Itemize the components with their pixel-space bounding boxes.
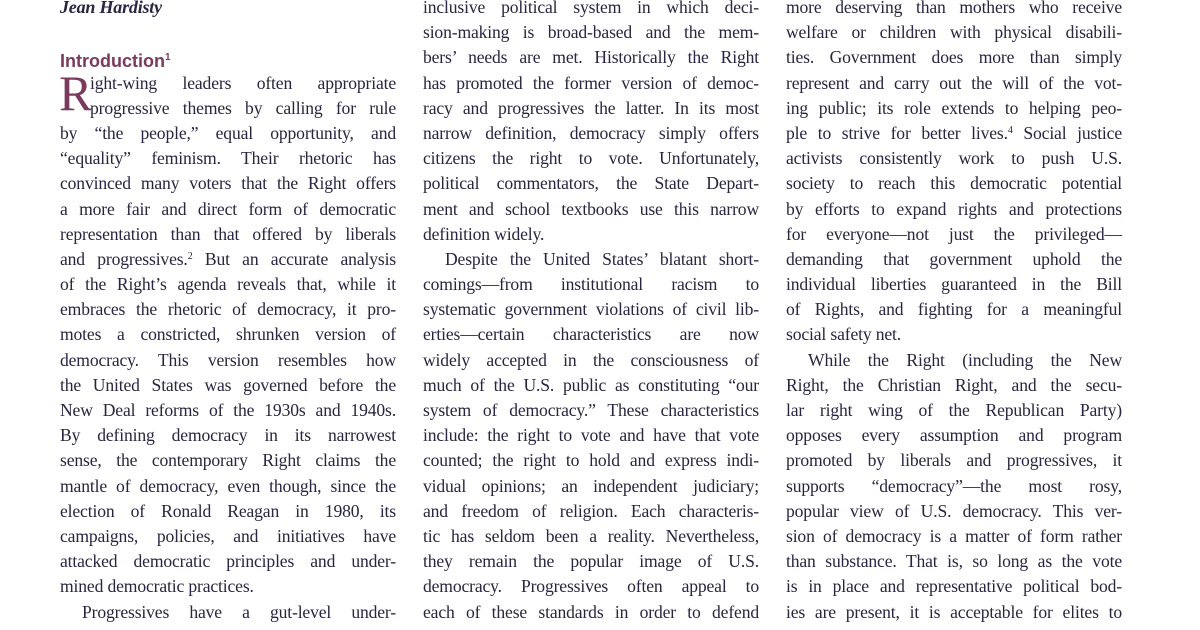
text-line: sion-making is broad-based and the mem- xyxy=(423,22,759,43)
text-line: promoted by liberals and progressives, it xyxy=(786,450,1122,471)
text-line: individual liberties guaranteed in the Bill xyxy=(786,274,1122,295)
text-line: comings—from institutional racism to xyxy=(423,274,759,295)
text-line: lar right wing of the Republican Party) xyxy=(786,400,1122,420)
text-line: than substance. That is, so long as the vote xyxy=(786,551,1122,572)
text-line: by efforts to expand rights and protections xyxy=(786,198,1122,219)
text-line: By defining democracy in its narrowest xyxy=(60,425,396,446)
column-3 xyxy=(786,0,1122,625)
text-line: sense, the contemporary Right claims the xyxy=(60,450,396,471)
text-line: counted; the right to hold and express indi- xyxy=(423,450,759,471)
text-line: inclusive political system in which deci- xyxy=(423,0,759,17)
text-line: has promoted the former version of democ- xyxy=(423,72,759,93)
text-line: more deserving than mothers who receive xyxy=(786,0,1122,17)
text-line: racy and progressives the latter. In its most xyxy=(423,97,759,118)
text-line: much of the U.S. public as constituting “our xyxy=(423,374,759,395)
text-line: society to reach this democratic potential xyxy=(786,173,1122,194)
text-line: representation than that offered by liberals xyxy=(60,223,396,244)
text-line: opposes every assumption and program xyxy=(786,425,1122,446)
footnote-marker: 2 xyxy=(187,250,193,262)
column-2 xyxy=(423,0,759,625)
text-line: convinced many voters that the Right offers xyxy=(60,173,396,194)
text-line: ple to strive for better lives.$^4$ Social justice xyxy=(786,122,1122,143)
text-line: citizens the right to vote. Unfortunately, xyxy=(423,148,759,169)
text-line: democracy. This version resembles how xyxy=(60,349,396,370)
text-line: erties—certain characteristics are now xyxy=(423,324,759,345)
text-line: political commentators, the State Depart- xyxy=(423,173,759,194)
text-line: demanding that government uphold the xyxy=(786,248,1122,269)
text-line: progressive themes by calling for rule xyxy=(90,97,396,118)
text-line: vidual opinions; an independent judiciary; xyxy=(423,475,759,496)
text-line: bers’ needs are met. Historically the Right xyxy=(423,47,759,68)
text-line: mantle of democracy, even though, since the xyxy=(60,475,396,496)
text-line: campaigns, policies, and initiatives have xyxy=(60,525,396,546)
text-line: represent and carry out the will of the vot- xyxy=(786,72,1122,93)
drop-cap: R xyxy=(59,64,93,121)
text-line: Right, the Christian Right, and the secu- xyxy=(786,374,1122,395)
text-line: system of democracy.” These characteristics xyxy=(423,400,759,420)
text-line: the United States was governed before the xyxy=(60,374,396,395)
text-line: welfare or children with physical disabili- xyxy=(786,22,1122,43)
text-line: include: the right to vote and have that vote xyxy=(423,425,759,446)
text-line: each of these standards in order to defend xyxy=(423,601,759,622)
text-line: “equality” feminism. Their rhetoric has xyxy=(60,148,396,169)
text-line: definition widely. xyxy=(423,223,545,244)
text-line: While the Right (including the New xyxy=(808,349,1122,370)
text-line: widely accepted in the consciousness of xyxy=(423,349,759,370)
text-line: embraces the rhetoric of democracy, it pro- xyxy=(60,299,396,320)
column-1 xyxy=(60,0,396,625)
text-line: systematic government violations of civil lib- xyxy=(423,299,759,320)
text-line: mined democratic practices. xyxy=(60,576,254,597)
text-line: New Deal reforms of the 1930s and 1940s. xyxy=(60,400,396,420)
text-line: ties. Government does more than simply xyxy=(786,47,1122,68)
footnote-marker: 4 xyxy=(1007,124,1013,136)
text-line: election of Ronald Reagan in 1980, its xyxy=(60,500,396,521)
section-heading xyxy=(60,45,396,70)
text-line: popular view of U.S. democracy. This ver- xyxy=(786,500,1122,521)
heading-text: Introduction xyxy=(60,51,165,72)
text-line: supports “democracy”—the most rosy, xyxy=(786,475,1122,496)
text-line: and progressives.$^2$ But an accurate analysis xyxy=(60,248,396,269)
text-line: and freedom of religion. Each characteris- xyxy=(423,500,759,521)
text-line: ment and school textbooks use this narrow xyxy=(423,198,759,219)
text-line: motes a constricted, shrunken version of xyxy=(60,324,396,345)
text-line: by “the people,” equal opportunity, and xyxy=(60,122,396,143)
text-line: is in place and representative political bod- xyxy=(786,576,1122,597)
author-byline: Jean Hardisty xyxy=(60,0,162,17)
text-line: of the Right’s agenda reveals that, while it xyxy=(60,274,396,295)
text-line: sion of democracy is a matter of form rather xyxy=(786,525,1122,546)
text-line: Progressives have a gut-level under- xyxy=(82,601,396,622)
text-line: social safety net. xyxy=(786,324,902,345)
text-line: democracy. Progressives often appeal to xyxy=(423,576,759,597)
text-line: tic has seldom been a reality. Nevertheless, xyxy=(423,525,759,546)
text-line: attacked democratic principles and under- xyxy=(60,551,396,572)
text-line: ies are present, it is acceptable for elites to xyxy=(786,601,1122,622)
text-line: ing public; its role extends to helping peo- xyxy=(786,97,1122,118)
text-line: narrow definition, democracy simply offers xyxy=(423,122,759,143)
text-line: of Rights, and fighting for a meaningful xyxy=(786,299,1122,320)
text-line: activists consistently work to push U.S. xyxy=(786,148,1122,169)
text-line: a more fair and direct form of democratic xyxy=(60,198,396,219)
text-line: R ight-wing leaders often appropriate xyxy=(59,64,396,121)
text-line: for everyone—not just the privileged— xyxy=(786,223,1122,244)
heading-footnote-marker: 1 xyxy=(164,52,171,64)
text-line: they remain the popular image of U.S. xyxy=(423,551,759,572)
text-line: Despite the United States’ blatant short- xyxy=(445,248,759,269)
